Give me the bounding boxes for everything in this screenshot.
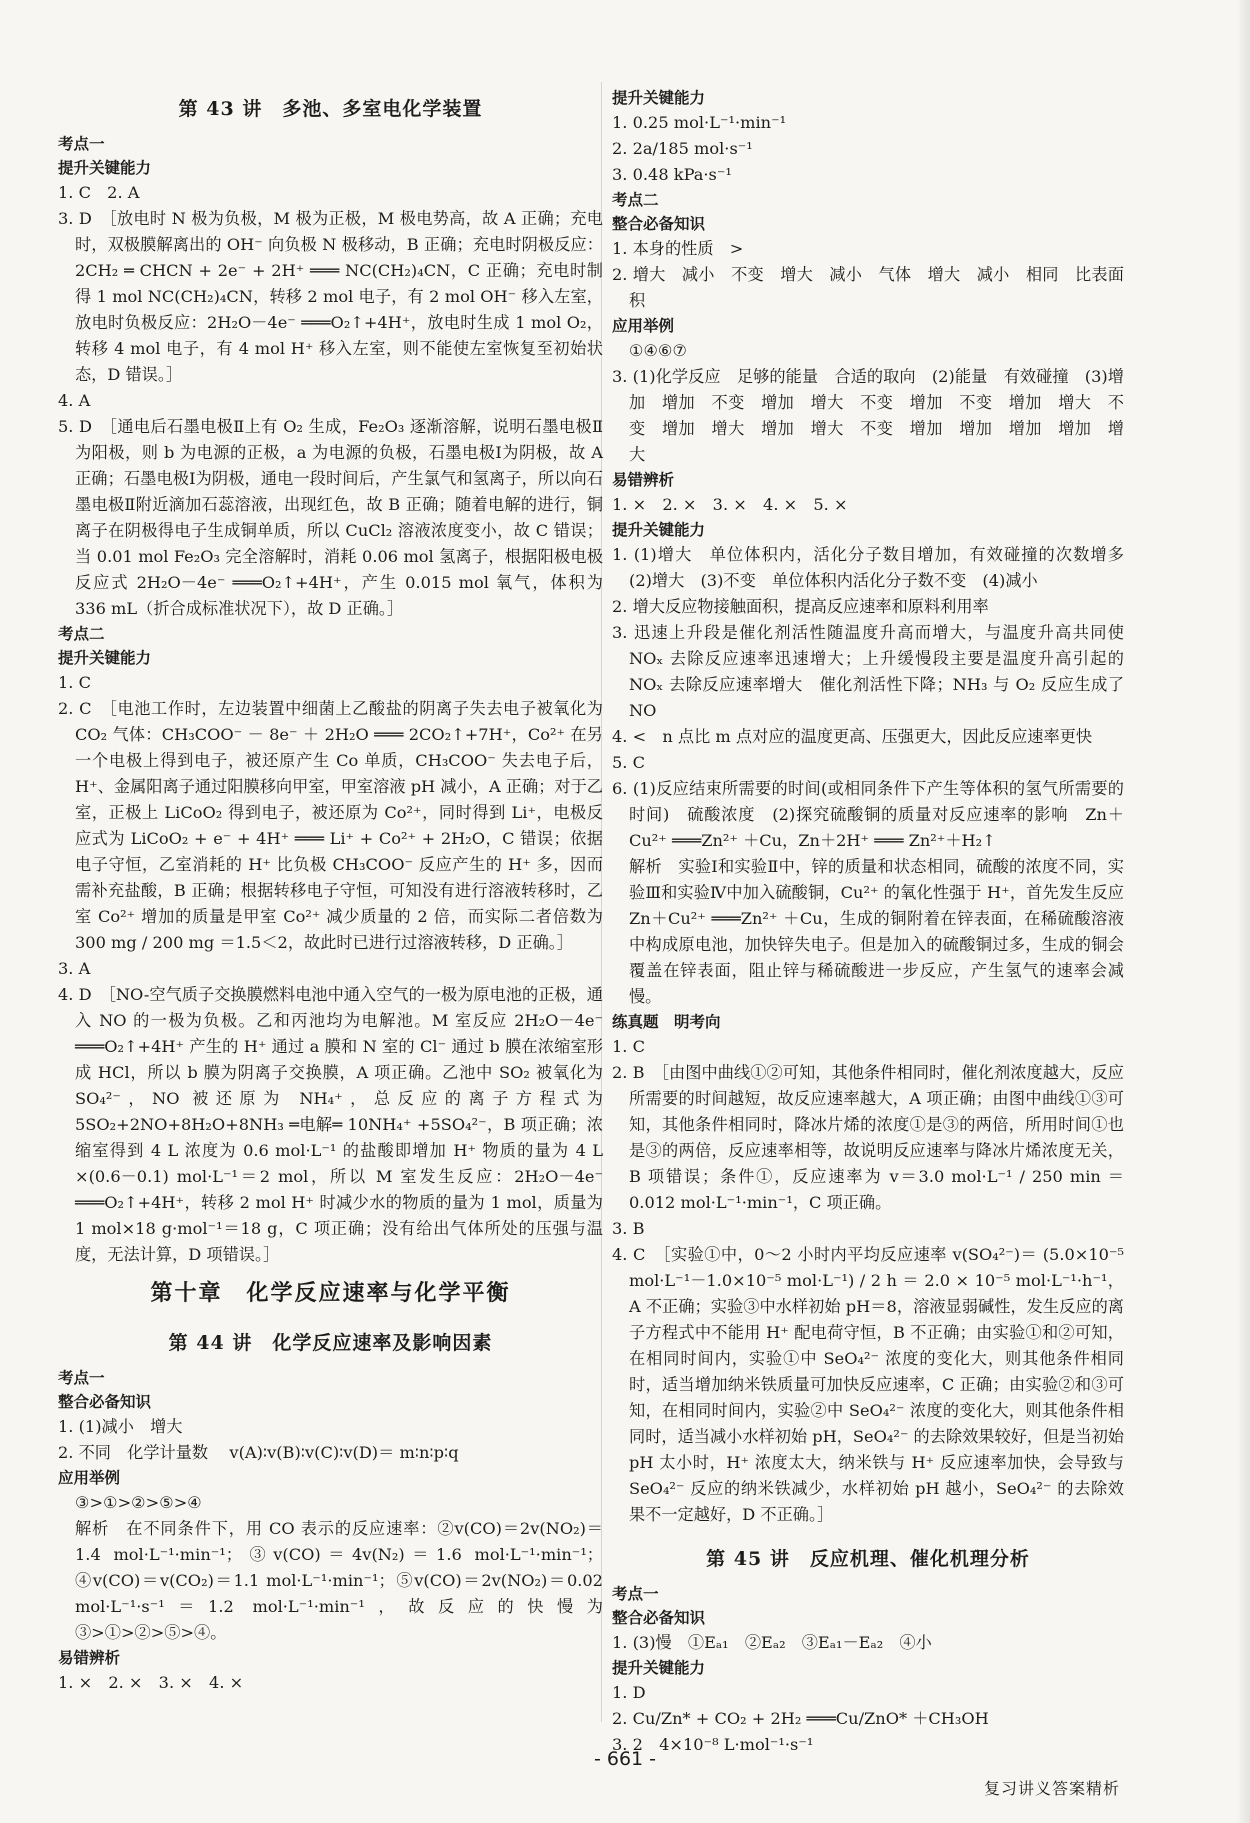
answer-item: 6. (1)反应结束所需要的时间(或相同条件下产生等体积的氢气所需要的时间) 硫酸浓度 (2)探究硫酸铜的质量对反应速率的影响 Zn＋Cu²⁺ ═══Zn²⁺ ＋Cu，Zn＋2H⁺ ═══ Zn²⁺＋H₂↑ (612, 779, 1124, 850)
lecture-44-answers (58, 1366, 603, 1696)
answer-item: 3. 0.48 kPa·s⁻¹ (612, 165, 732, 184)
answer-item: 2. 增大 减小 不变 增大 减小 气体 增大 减小 相同 比表面积 (612, 265, 1124, 310)
answer-explanation: ①④⑥⑦ (629, 341, 688, 360)
section-heading: 易错辨析 (58, 1649, 121, 1667)
answer-item: 3. D ［放电时 N 极为负极，M 极为正极，M 极电势高，故 A 正确；充电时，双极膜解离出的 OH⁻ 向负极 N 极移动，B 正确；充电时阴极反应：2CH₂ ═ CHCN + 2e⁻ + 2H⁺ ═══ NC(CH₂)₄CN，C 正确；充电时制得 1 mol NC(CH₂)₄CN，转移 2 mol 电子，有 2 mol OH⁻ 移入左室，放电时负极反应：2H₂O－4e⁻ ═══O₂↑+4H⁺，放电时生成 1 mol O₂，转移 4 mol 电子，有 4 mol H⁺ 移入左室，则不能使左室恢复至初始状态，D 错误。］ (58, 209, 603, 384)
section-heading: 整合必备知识 (58, 1393, 152, 1411)
page-gutter-shadow (1236, 0, 1250, 1823)
section-heading: 提升关键能力 (58, 159, 152, 177)
answer-item: 1. C 2. A (58, 183, 140, 202)
section-heading: 考点一 (58, 135, 105, 153)
answer-explanation: ③>①>②>⑤>④ (75, 1493, 202, 1512)
lecture-44-title: 第 44 讲 化学反应速率及影响因素 (168, 1332, 493, 1354)
answer-item: 2. B ［由图中曲线①②可知，其他条件相同时，催化剂浓度越大，反应所需要的时间越短，故反应速率越大，A 项正确；由图中曲线①③可知，其他条件相同时，降冰片烯的浓度①是③的两倍，所用时间①也是③的两倍，反应速率相等，故说明反应速率与降冰片烯浓度无关，B 项错误；条件①，反应速率为 v＝3.0 mol·L⁻¹ / 250 min ＝0.012 mol·L⁻¹·min⁻¹，C 项正确。 (612, 1063, 1124, 1212)
section-heading: 考点一 (58, 1369, 105, 1387)
section-heading: 提升关键能力 (58, 649, 152, 667)
section-heading: 练真题 明考向 (612, 1013, 721, 1031)
answer-item: 1. × 2. × 3. × 4. × (58, 1673, 244, 1692)
lecture-45-title: 第 45 讲 反应机理、催化机理分析 (706, 1548, 1030, 1570)
lecture-43-answers (58, 132, 603, 1268)
answer-item: 1. (1)减小 增大 (58, 1417, 183, 1436)
lecture-45-answers (612, 1582, 1124, 1758)
answer-item: 3. B (612, 1219, 645, 1238)
section-heading: 考点二 (612, 191, 659, 209)
answer-item: 2. 不同 化学计量数 v(A)∶v(B)∶v(C)∶v(D)＝ m∶n∶p∶q (58, 1443, 459, 1462)
book-title: 复习讲义答案精析 (983, 1779, 1120, 1798)
chapter-10-title: 第十章 化学反应速率与化学平衡 (150, 1280, 511, 1306)
section-heading: 整合必备知识 (612, 1609, 706, 1627)
section-heading: 应用举例 (612, 317, 675, 335)
section-heading: 考点一 (612, 1585, 659, 1603)
section-heading: 整合必备知识 (612, 215, 706, 233)
answer-item: 1. 0.25 mol·L⁻¹·min⁻¹ (612, 113, 787, 132)
section-heading: 应用举例 (58, 1469, 121, 1487)
answer-item: 4. D ［NO-空气质子交换膜燃料电池中通入空气的一极为原电池的正极，通入 NO 的一极为负极。乙和丙池均为电解池。M 室反应 2H₂O－4e⁻ ═══O₂↑+4H⁺ 产生的 H⁺ 通过 a 膜和 N 室的 Cl⁻ 通过 b 膜在浓缩室形成 HCl，所以 b 膜为阴离子交换膜，A 项正确。乙池中 SO₂ 被氧化为 SO₄²⁻，NO 被还原为 NH₄⁺，总反应的离子方程式为 5SO₂+2NO+8H₂O+8NH₃ ═电解═ 10NH₄⁺ +5SO₄²⁻，B 项正确；浓缩室得到 4 L 浓度为 0.6 mol·L⁻¹ 的盐酸即增加 H⁺ 物质的量为 4 L ×(0.6－0.1) mol·L⁻¹＝2 mol，所以 M 室发生反应：2H₂O－4e⁻ ═══O₂↑+4H⁺，转移 2 mol H⁺ 时减少水的物质的量为 1 mol，质量为 1 mol×18 g·mol⁻¹＝18 g，C 项正确；没有给出气体所处的压强与温度，无法计算，D 项错误。］ (58, 985, 603, 1264)
answer-item: 1. C (58, 673, 91, 692)
answer-item: 4. < n 点比 m 点对应的温度更高、压强更大，因此反应速率更快 (612, 727, 1093, 746)
answer-item: 3. (1)化学反应 足够的能量 合适的取向 (2)能量 有效碰撞 (3)增加 增加 不变 增加 增大 不变 增加 不变 增加 增大 不变 增加 增大 增加 增大 不变 增加 增加 增加 增加 增大 (612, 367, 1124, 464)
right-column (612, 86, 1141, 1758)
section-heading: 提升关键能力 (612, 521, 706, 539)
answer-item: 1. 本身的性质 > (612, 239, 744, 258)
answer-item: 3. 迅速上升段是催化剂活性随温度升高而增大，与温度升高共同使 NOₓ 去除反应速率迅速增大；上升缓慢段主要是温度升高引起的 NOₓ 去除反应速率增大 催化剂活性下降；NH₃ 与 O₂ 反应生成了 NO (612, 623, 1124, 720)
answer-item: 1. (1)增大 单位体积内，活化分子数目增加，有效碰撞的次数增多 (2)增大 (3)不变 单位体积内活化分子数不变 (4)减小 (612, 545, 1141, 590)
page-number: - 661 - (593, 1748, 657, 1770)
answer-item: 1. D (612, 1683, 646, 1702)
answer-item: 2. Cu/Zn* + CO₂ + 2H₂ ═══Cu/ZnO* ＋CH₃OH (612, 1709, 989, 1728)
answer-item: 1. × 2. × 3. × 4. × 5. × (612, 495, 848, 514)
answer-item: 5. D ［通电后石墨电极Ⅱ上有 O₂ 生成，Fe₂O₃ 逐渐溶解，说明石墨电极Ⅱ为阳极，则 b 为电源的正极，a 为电源的负极，石墨电极Ⅰ为阴极，故 A 正确；石墨电极Ⅰ为阴极，通电一段时间后，产生氯气和氢离子，所以向石墨电极Ⅱ附近滴加石蕊溶液，出现红色，故 B 正确；随着电解的进行，铜离子在阴极得电子生成铜单质，所以 CuCl₂ 溶液浓度变小，故 C 错误；当 0.01 mol Fe₂O₃ 完全溶解时，消耗 0.06 mol 氢离子，根据阳极电极反应式 2H₂O－4e⁻ ═══O₂↑+4H⁺，产生 0.015 mol 氧气，体积为 336 mL（折合成标准状况下），故 D 正确。］ (58, 417, 603, 618)
section-heading: 考点二 (58, 625, 105, 643)
lecture-43-title: 第 43 讲 多池、多室电化学装置 (178, 98, 483, 120)
answer-item: 2. C ［电池工作时，左边装置中细菌上乙酸盐的阴离子失去电子被氧化为 CO₂ 气体：CH₃COO⁻ － 8e⁻ ＋ 2H₂O ═══ 2CO₂↑+7H⁺，Co²⁺ 在另一个电极上得到电子，被还原产生 Co 单质，CH₃COO⁻ 失去电子后，H⁺、金属阳离子通过阳膜移向甲室，甲室溶液 pH 减小，A 正确；对于乙室，正极上 LiCoO₂ 得到电子，被还原为 Co²⁺，同时得到 Li⁺，电极反应式为 LiCoO₂ + e⁻ + 4H⁺ ═══ Li⁺ + Co²⁺ + 2H₂O，C 错误；依据电子守恒，乙室消耗的 H⁺ 比负极 CH₃COO⁻ 反应产生的 H⁺ 多，因而需补充盐酸，B 正确；根据转移电子守恒，可知没有进行溶液转移时，乙室 Co²⁺ 增加的质量是甲室 Co²⁺ 减少质量的 2 倍，而实际二者倍数为 300 mg / 200 mg ＝1.5＜2，故此时已进行过溶液转移，D 正确。］ (58, 699, 603, 952)
answer-item: 1. (3)慢 ①Eₐ₁ ②Eₐ₂ ③Eₐ₁－Eₐ₂ ④小 (612, 1633, 932, 1652)
answer-item: 5. C (612, 753, 645, 772)
answer-item: 2. 增大反应物接触面积，提高反应速率和原料利用率 (612, 597, 989, 616)
answer-item: 3. 2 4×10⁻⁸ L·mol⁻¹·s⁻¹ (612, 1735, 814, 1754)
answer-item: 4. A (58, 391, 91, 410)
left-column (58, 78, 603, 1696)
lecture-44-answers-continued (612, 86, 1141, 1528)
answer-explanation: 解析 实验Ⅰ和实验Ⅱ中，锌的质量和状态相同，硫酸的浓度不同，实验Ⅲ和实验Ⅳ中加入硫酸铜，Cu²⁺ 的氧化性强于 H⁺，首先发生反应 Zn＋Cu²⁺ ═══Zn²⁺ ＋Cu，生成的铜附着在锌表面，在稀硫酸溶液中构成原电池，加快锌失电子。但是加入的硫酸铜过多，生成的铜会覆盖在锌表面，阻止锌与稀硫酸进一步反应，产生氢气的速率会减慢。 (629, 857, 1124, 1006)
answer-item: 2. 2a/185 mol·s⁻¹ (612, 139, 753, 158)
answer-explanation: 解析 在不同条件下，用 CO 表示的反应速率：②v(CO)＝2v(NO₂)＝1.4 mol·L⁻¹·min⁻¹；③v(CO)＝4v(N₂)＝1.6 mol·L⁻¹·min⁻¹；④v(CO)＝v(CO₂)＝1.1 mol·L⁻¹·min⁻¹；⑤v(CO)＝2v(NO₂)＝0.02 mol·L⁻¹·s⁻¹＝1.2 mol·L⁻¹·min⁻¹，故反应的快慢为③>①>②>⑤>④。 (75, 1519, 603, 1642)
section-heading: 提升关键能力 (612, 89, 706, 107)
answer-item: 3. A (58, 959, 91, 978)
answer-item: 4. C ［实验①中，0～2 小时内平均反应速率 v(SO₄²⁻)＝ (5.0×10⁻⁵ mol·L⁻¹－1.0×10⁻⁵ mol·L⁻¹) / 2 h ＝ 2.0 × 10⁻⁵ mol·L⁻¹·h⁻¹，A 不正确；实验③中水样初始 pH＝8，溶液显弱碱性，发生反应的离子方程式中不能用 H⁺ 配电荷守恒，B 不正确；由实验①和②可知，在相同时间内，实验①中 SeO₄²⁻ 浓度的变化大，则其他条件相同时，适当增加纳米铁质量可加快反应速率，C 正确；由实验②和③可知，在相同时间内，实验②中 SeO₄²⁻ 浓度的变化大，则其他条件相同时，适当减小水样初始 pH，SeO₄²⁻ 的去除效果较好，但是当初始 pH 太小时，H⁺ 浓度太大，纳米铁与 H⁺ 反应速率加快，会导致与 SeO₄²⁻ 反应的纳米铁减少，水样初始 pH 越小，SeO₄²⁻ 的去除效果不一定越好，D 不正确。］ (612, 1245, 1124, 1524)
answer-item: 1. C (612, 1037, 645, 1056)
section-heading: 提升关键能力 (612, 1659, 706, 1677)
section-heading: 易错辨析 (612, 471, 675, 489)
